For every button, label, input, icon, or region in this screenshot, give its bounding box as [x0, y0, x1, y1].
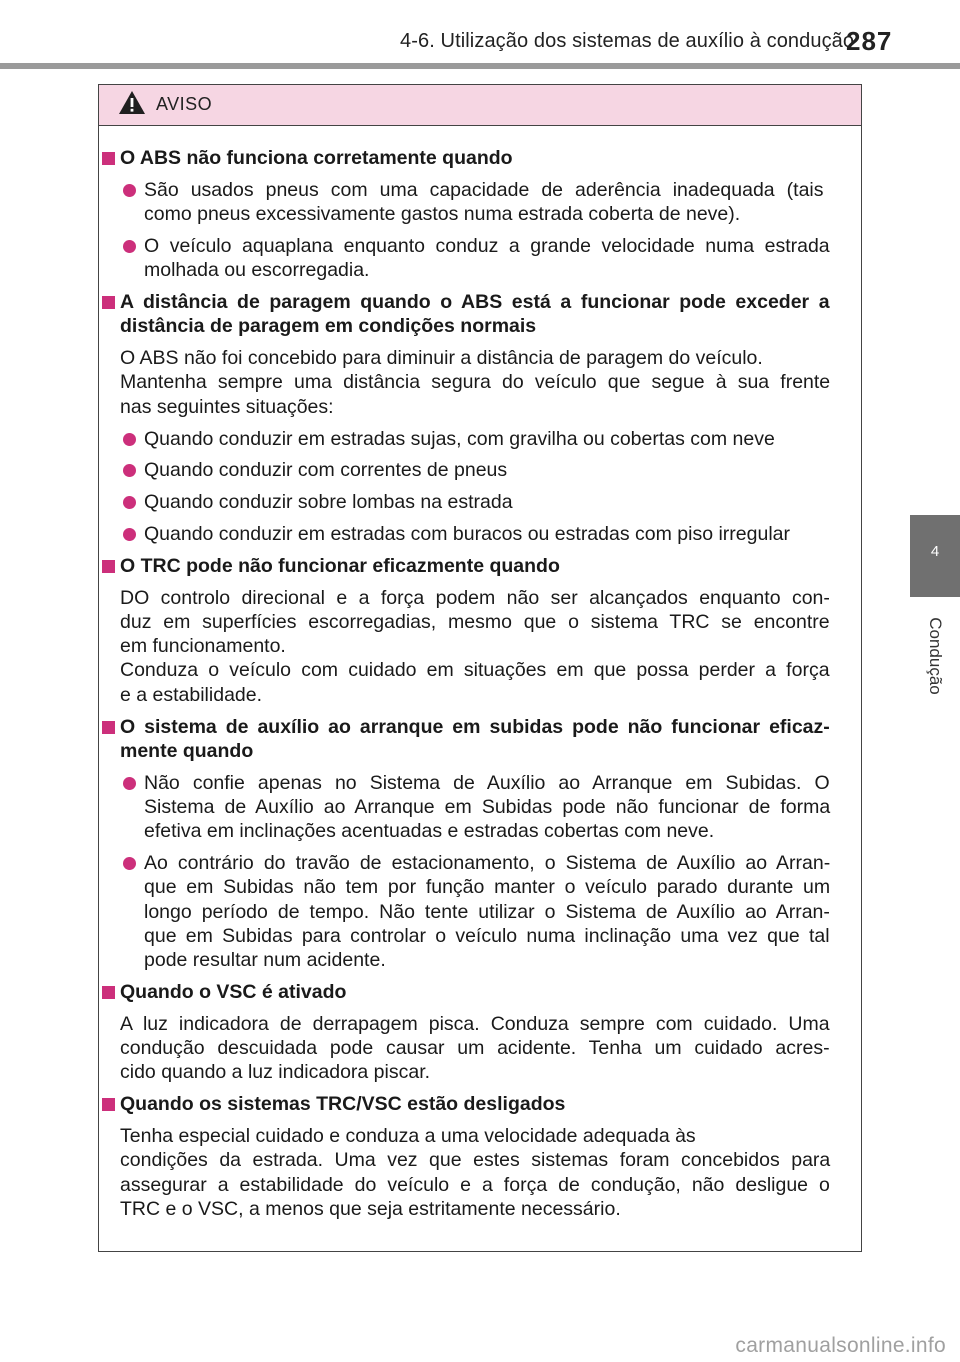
- header-rule: [0, 63, 960, 69]
- bullet-dot-icon: [123, 857, 136, 870]
- text-line: pode resultar num acidente.: [144, 949, 386, 972]
- section-marker-icon: [102, 560, 115, 573]
- bullet-dot-icon: [123, 496, 136, 509]
- text-line: Ao contrário do travão de estacionamento, o Sistema de Auxílio ao Arran-: [144, 852, 831, 874]
- warning-triangle-icon: [118, 90, 146, 115]
- section-heading-line: mente quando: [120, 739, 254, 762]
- text-line: Tenha especial cuidado e conduza a uma velocidade adequada às: [120, 1125, 696, 1147]
- text-line: como pneus excessivamente gastos numa estrada coberta de neve).: [144, 203, 741, 226]
- text-line: Mantenha sempre uma distância segura do veículo que segue à sua frente: [120, 371, 831, 394]
- text-line: TRC e o VSC, a menos que seja estritamente necessário.: [120, 1197, 621, 1220]
- bullet-dot-icon: [123, 240, 136, 253]
- text-line: molhada ou escorregadia.: [144, 259, 370, 282]
- section-marker-icon: [102, 1098, 115, 1111]
- warning-label: AVISO: [156, 94, 213, 114]
- text-line: DO controlo direcional e a força podem não ser alcançados enquanto con-: [120, 586, 830, 609]
- text-line: A luz indicadora de derrapagem pisca. Conduza sempre com cuidado. Uma: [120, 1012, 830, 1035]
- text-line: condições da estrada. Uma vez que estes sistemas foram concebidos para: [120, 1149, 831, 1172]
- text-line: Quando conduzir em estradas com buracos ou estradas com piso irregular: [144, 522, 790, 545]
- text-line: Quando conduzir com correntes de pneus: [144, 459, 508, 482]
- section-marker-icon: [102, 296, 115, 309]
- section-heading-line: A distância de paragem quando o ABS está a funcionar pode exceder a: [120, 291, 830, 313]
- text-line: O veículo aquaplana enquanto conduz a grande velocidade numa estrada: [144, 234, 830, 257]
- chapter-tab[interactable]: [910, 515, 960, 597]
- section-marker-icon: [102, 152, 115, 165]
- bullet-dot-icon: [123, 464, 136, 477]
- section-title: 4-6. Utilização dos sistemas de auxílio à condução: [400, 30, 855, 52]
- chapter-number: 4: [930, 543, 940, 560]
- section-heading-line: O ABS não funciona corretamente quando: [120, 147, 513, 169]
- chapter-name: Condução: [926, 617, 945, 695]
- bullet-dot-icon: [123, 433, 136, 446]
- text-line: Conduza o veículo com cuidado em situações em que possa perder a força: [120, 659, 830, 682]
- section-marker-icon: [102, 986, 115, 999]
- text-line: e a estabilidade.: [120, 683, 263, 706]
- text-line: cido quando a luz indicadora piscar.: [120, 1061, 431, 1084]
- text-line: São usados pneus com uma capacidade de aderência inadequada (tais: [144, 178, 824, 201]
- bullet-dot-icon: [123, 777, 136, 790]
- text-line: condução descuidada pode causar um acidente. Tenha um cuidado acres-: [120, 1037, 830, 1060]
- text-line: Não confie apenas no Sistema de Auxílio ao Arranque em Subidas. O: [144, 771, 830, 794]
- section-heading-line: O sistema de auxílio ao arranque em subidas pode não funcionar eficaz-: [120, 715, 830, 738]
- text-line: longo período de tempo. Não tente utilizar o Sistema de Auxílio ao Arran-: [144, 900, 830, 923]
- section-heading-line: distância de paragem em condições normais: [120, 315, 537, 338]
- text-line: duz em superfícies escorregadias, mesmo que o sistema TRC se encontre: [120, 610, 830, 633]
- warning-header: [99, 85, 861, 126]
- warning-box: [98, 84, 862, 1252]
- bullet-dot-icon: [123, 184, 136, 197]
- section-heading-line: Quando os sistemas TRC/VSC estão desligados: [120, 1093, 566, 1116]
- page-number: 287: [846, 26, 893, 56]
- text-line: nas seguintes situações:: [120, 395, 334, 418]
- section-marker-icon: [102, 721, 115, 734]
- text-line: Quando conduzir sobre lombas na estrada: [144, 491, 513, 514]
- bullet-dot-icon: [123, 528, 136, 541]
- text-line: Sistema de Auxílio ao Arranque em Subidas pode não funcionar de forma: [144, 795, 831, 818]
- watermark: carmanualsonline.info: [735, 1334, 946, 1357]
- text-line: O ABS não foi concebido para diminuir a distância de paragem do veículo.: [120, 347, 763, 370]
- text-line: efetiva em inclinações acentuadas e estradas cobertas com neve.: [144, 820, 715, 843]
- section-heading-line: Quando o VSC é ativado: [120, 981, 347, 1003]
- text-line: assegurar a estabilidade do veículo e a força de condução, não desligue o: [120, 1173, 830, 1196]
- text-line: que em Subidas não tem por função manter o veículo parado durante um: [144, 876, 831, 899]
- text-line: em funcionamento.: [120, 635, 286, 658]
- text-line: que em Subidas para controlar o veículo numa inclinação uma vez que tal: [144, 924, 830, 947]
- text-line: Quando conduzir em estradas sujas, com gravilha ou cobertas com neve: [144, 427, 775, 450]
- section-heading-line: O TRC pode não funcionar eficazmente quando: [120, 554, 560, 577]
